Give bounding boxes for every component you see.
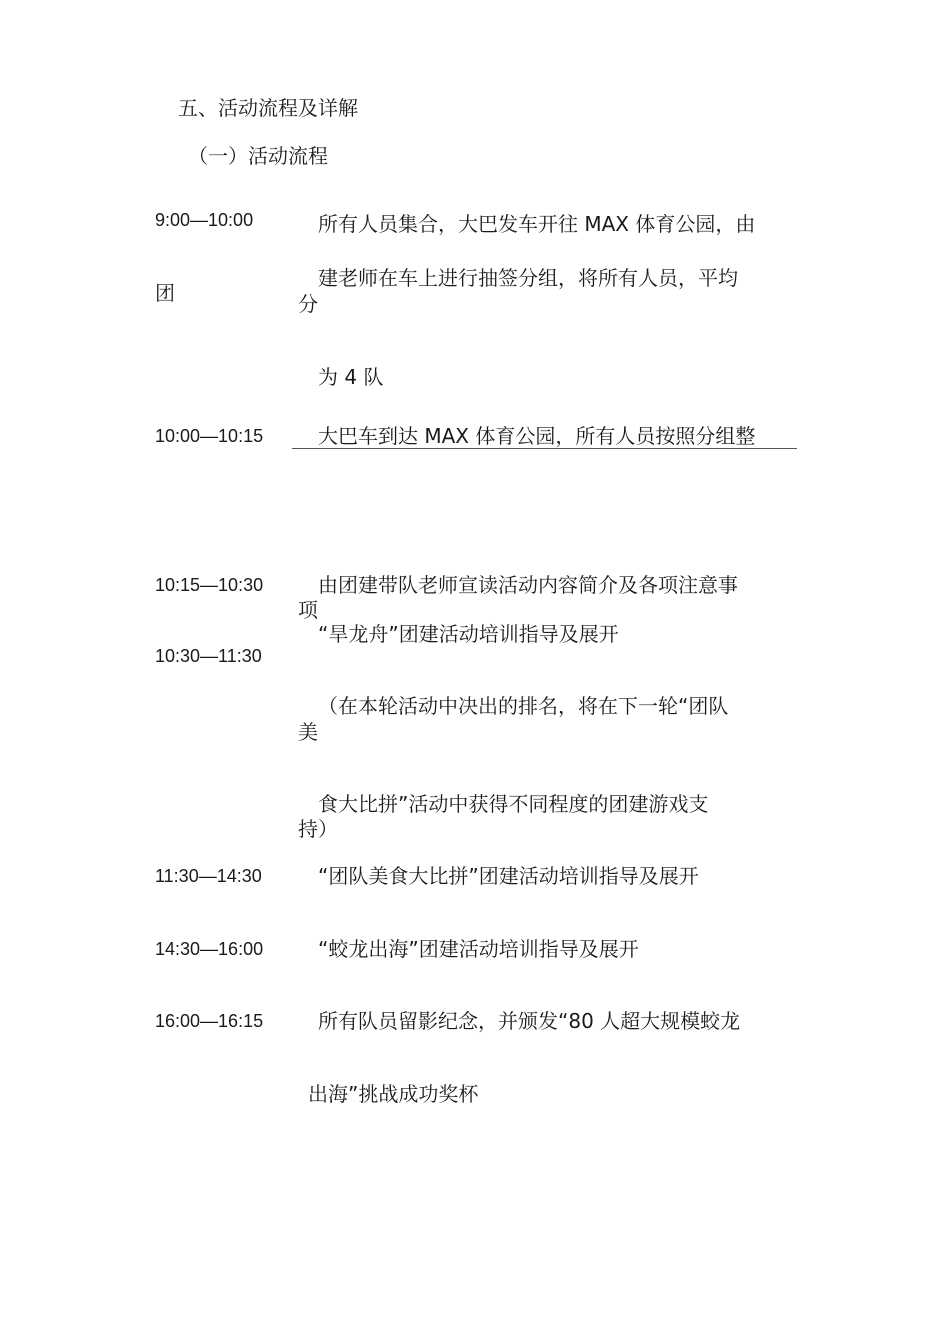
schedule-description-line: 项 (298, 598, 318, 622)
schedule-description-line: 所有队员留影纪念，并颁发“80 人超大规模蛟龙 (318, 1009, 741, 1033)
schedule-time: 9:00—10:00 (155, 210, 254, 230)
schedule-time-continuation: 团 (155, 281, 175, 305)
schedule-time: 16:00—16:15 (155, 1011, 264, 1031)
schedule-time: 11:30—14:30 (155, 866, 262, 886)
schedule-description-line: 出海”挑战成功奖杯 (308, 1082, 479, 1106)
schedule-description-line: （在本轮活动中决出的排名，将在下一轮“团队 (318, 694, 729, 718)
schedule-description-line: 建老师在车上进行抽签分组，将所有人员，平均 (318, 266, 738, 290)
schedule-description-line: 食大比拼”活动中获得不同程度的团建游戏支 (318, 792, 709, 816)
section-heading: 五、活动流程及详解 (178, 96, 358, 120)
schedule-description-line: 大巴车到达 MAX 体育公园，所有人员按照分组整 (318, 424, 756, 448)
schedule-description-line: 分 (298, 292, 318, 316)
schedule-time: 10:30—11:30 (155, 646, 262, 666)
schedule-description-line: “旱龙舟”团建活动培训指导及展开 (318, 622, 619, 646)
schedule-description-line: 持） (298, 817, 338, 841)
schedule-description-line: “蛟龙出海”团建活动培训指导及展开 (318, 937, 639, 961)
schedule-description-line: 为 4 队 (318, 365, 384, 389)
subsection-heading: （一）活动流程 (188, 144, 328, 168)
schedule-description-line: “团队美食大比拼”团建活动培训指导及展开 (318, 864, 699, 888)
schedule-description-line: 由团建带队老师宣读活动内容简介及各项注意事 (318, 573, 738, 597)
schedule-time: 10:15—10:30 (155, 575, 264, 595)
schedule-description-line: 所有人员集合，大巴发车开往 MAX 体育公园，由 (318, 212, 756, 236)
schedule-time: 10:00—10:15 (155, 426, 264, 446)
underline-rule (292, 448, 797, 449)
schedule-description-line: 美 (298, 720, 318, 744)
schedule-time: 14:30—16:00 (155, 939, 264, 959)
